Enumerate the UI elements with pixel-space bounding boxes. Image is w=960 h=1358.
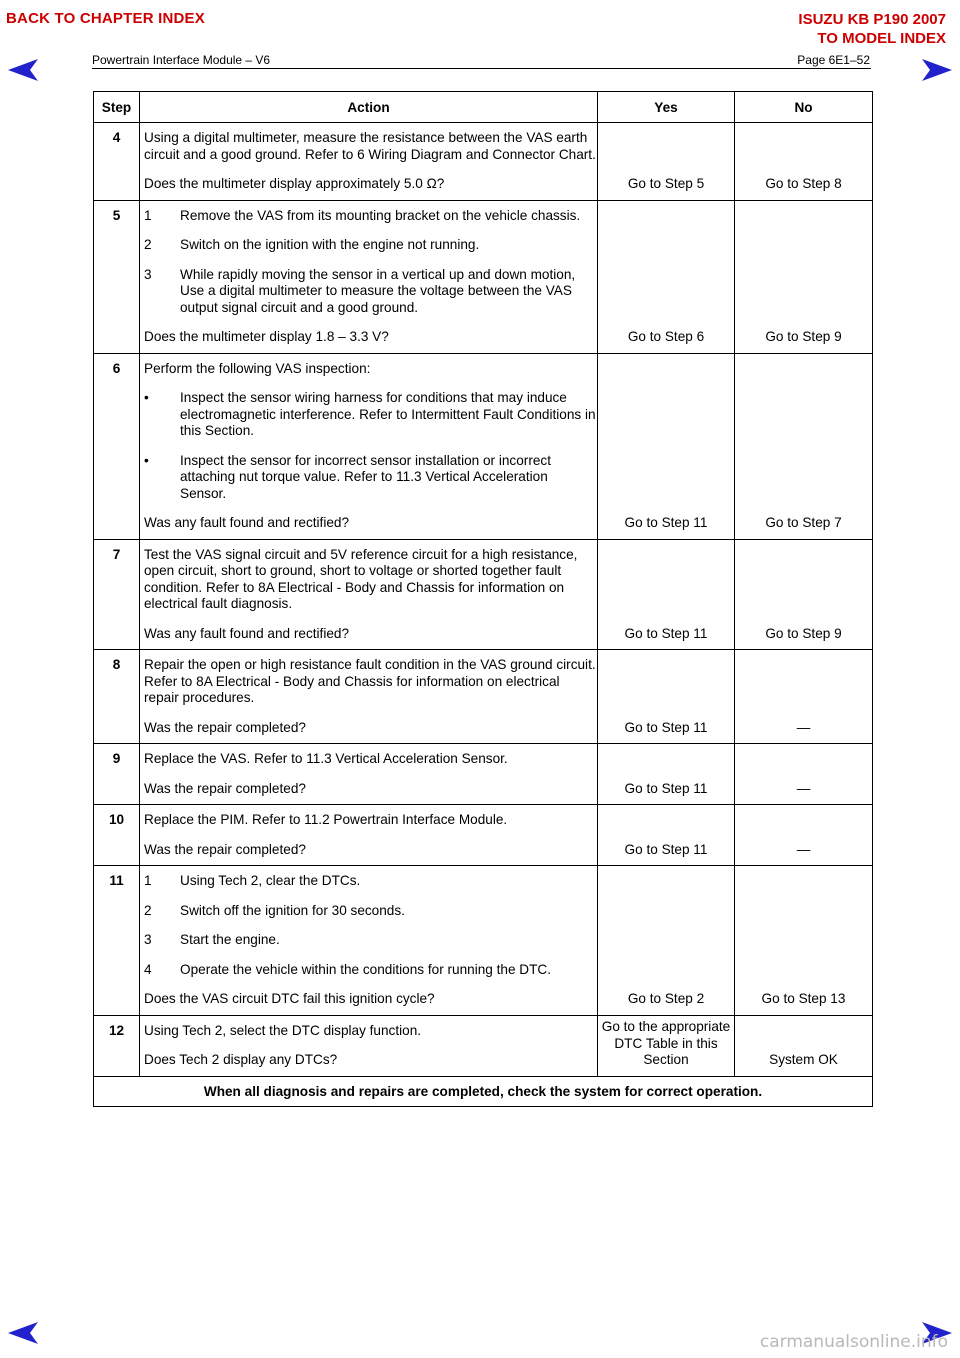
- action-question: Does Tech 2 display any DTCs?: [144, 1052, 338, 1067]
- footer-note: When all diagnosis and repairs are completed, check the system for correct operation.: [94, 1076, 873, 1106]
- action-step-item: [144, 873, 597, 890]
- next-page-arrow-icon[interactable]: [922, 59, 952, 81]
- item-number: 2: [144, 237, 152, 252]
- action-cell: [140, 123, 598, 201]
- action-cell: [140, 744, 598, 805]
- action-paragraph: Using a digital multimeter, measure the resistance between the VAS earth circuit and a good ground. Refer to 6 Wiring Diagram and Connector Chart.: [144, 130, 596, 162]
- table-footer-row: [94, 1076, 873, 1106]
- action-bullet-item: [144, 453, 597, 503]
- item-text: While rapidly moving the sensor in a vertical up and down motion, Use a digital multimeter to measure the voltage between the VAS output signal circuit and a good ground.: [180, 266, 576, 315]
- item-text: Switch on the ignition with the engine not running.: [180, 237, 480, 252]
- action-step-item: [144, 932, 597, 949]
- yes-result: Go to Step 11: [598, 650, 735, 744]
- yes-result: Go to Step 2: [598, 866, 735, 1016]
- no-result: System OK: [735, 1015, 873, 1076]
- item-number: 3: [144, 932, 152, 947]
- step-number: 5: [94, 200, 140, 353]
- table-row: [94, 744, 873, 805]
- action-bullet-item: [144, 390, 597, 440]
- item-text: Operate the vehicle within the conditions for running the DTC.: [180, 961, 552, 977]
- action-cell: [140, 866, 598, 1016]
- page-number: Page 6E1–52: [797, 53, 870, 67]
- action-question: Was the repair completed?: [144, 719, 306, 735]
- bullet-icon: •: [144, 390, 149, 405]
- step-number: 9: [94, 744, 140, 805]
- no-result: —: [735, 650, 873, 744]
- column-header-no: No: [735, 92, 873, 123]
- bullet-text: Inspect the sensor for incorrect sensor installation or incorrect attaching nut torque value. Refer to 11.3 Vertical Acceleration Sensor.: [180, 452, 551, 501]
- action-question: Was the repair completed?: [144, 841, 306, 857]
- no-result: Go to Step 8: [735, 123, 873, 201]
- model-title: ISUZU KB P190 2007: [798, 11, 946, 28]
- action-paragraph: Replace the VAS. Refer to 11.3 Vertical Acceleration Sensor.: [144, 751, 508, 766]
- yes-result: Go to Step 6: [598, 200, 735, 353]
- action-question: Does the multimeter display approximately 5.0 Ω?: [144, 176, 445, 191]
- no-result: Go to Step 9: [735, 539, 873, 650]
- action-paragraph: Repair the open or high resistance fault condition in the VAS ground circuit. Refer to 8A Electrical - Body and Chassis for information on electrical repair procedures.: [144, 657, 596, 705]
- header-divider: [92, 68, 871, 69]
- no-result: —: [735, 805, 873, 866]
- item-text: Start the engine.: [180, 932, 280, 947]
- action-step-item: [144, 208, 597, 225]
- yes-result: Go to Step 11: [598, 744, 735, 805]
- action-cell: [140, 200, 598, 353]
- table-row: [94, 353, 873, 539]
- model-index-block: [798, 10, 946, 48]
- yes-result: Go to Step 5: [598, 123, 735, 201]
- item-number: 4: [144, 961, 152, 977]
- prev-page-arrow-bottom-icon[interactable]: [8, 1322, 38, 1344]
- table-row: [94, 1015, 873, 1076]
- step-number: 8: [94, 650, 140, 744]
- action-step-item: [144, 962, 597, 979]
- item-number: 2: [144, 902, 152, 918]
- table-row: [94, 123, 873, 201]
- step-number: 4: [94, 123, 140, 201]
- table-row: [94, 539, 873, 650]
- column-header-yes: Yes: [598, 92, 735, 123]
- no-result: Go to Step 9: [735, 200, 873, 353]
- bullet-text: Inspect the sensor wiring harness for conditions that may induce electromagnetic interference. Refer to Intermittent Fault Conditions in this Section.: [180, 390, 596, 438]
- action-cell: [140, 650, 598, 744]
- action-paragraph: Perform the following VAS inspection:: [144, 360, 371, 376]
- bullet-icon: •: [144, 452, 149, 468]
- action-question: Was any fault found and rectified?: [144, 515, 350, 530]
- to-model-index-link[interactable]: TO MODEL INDEX: [817, 30, 946, 47]
- item-number: 3: [144, 266, 152, 282]
- action-step-item: [144, 237, 597, 254]
- yes-result: Go to Step 11: [598, 805, 735, 866]
- action-question: Does the multimeter display 1.8 – 3.3 V?: [144, 329, 389, 344]
- column-header-action: Action: [140, 92, 598, 123]
- action-question: Was any fault found and rectified?: [144, 625, 350, 641]
- action-paragraph: Replace the PIM. Refer to 11.2 Powertrain Interface Module.: [144, 812, 508, 827]
- item-text: Remove the VAS from its mounting bracket on the vehicle chassis.: [180, 207, 581, 223]
- watermark: carmanualsonline.info: [759, 1332, 948, 1352]
- table-row: [94, 866, 873, 1016]
- item-number: 1: [144, 873, 152, 888]
- table-row: [94, 200, 873, 353]
- page-header-title: Powertrain Interface Module – V6: [92, 53, 271, 67]
- no-result: Go to Step 13: [735, 866, 873, 1016]
- no-result: Go to Step 7: [735, 353, 873, 539]
- action-question: Does the VAS circuit DTC fail this ignition cycle?: [144, 991, 435, 1006]
- back-to-chapter-index-link[interactable]: BACK TO CHAPTER INDEX: [6, 10, 205, 27]
- action-paragraph: Test the VAS signal circuit and 5V reference circuit for a high resistance, open circuit, short to ground, short to voltage or shorted together fault condition. Refer to 8A Electrical - Body and Chassis for information on electrical fault diagnosis.: [144, 546, 578, 611]
- no-result: —: [735, 744, 873, 805]
- yes-result: Go to Step 11: [598, 539, 735, 650]
- table-row: [94, 650, 873, 744]
- action-step-item: [144, 903, 597, 920]
- item-text: Switch off the ignition for 30 seconds.: [180, 902, 405, 918]
- action-step-item: [144, 267, 597, 317]
- yes-result: Go to Step 11: [598, 353, 735, 539]
- column-header-step: Step: [94, 92, 140, 123]
- item-number: 1: [144, 207, 152, 223]
- item-text: Using Tech 2, clear the DTCs.: [180, 873, 361, 888]
- step-number: 12: [94, 1015, 140, 1076]
- action-cell: [140, 805, 598, 866]
- prev-page-arrow-icon[interactable]: [8, 59, 38, 81]
- yes-result: Go to the appropriate DTC Table in this Section: [598, 1015, 735, 1076]
- step-number: 10: [94, 805, 140, 866]
- action-question: Was the repair completed?: [144, 780, 306, 796]
- action-cell: [140, 539, 598, 650]
- table-row: [94, 805, 873, 866]
- table-header-row: [94, 92, 873, 123]
- step-number: 6: [94, 353, 140, 539]
- step-number: 11: [94, 866, 140, 1016]
- step-number: 7: [94, 539, 140, 650]
- action-cell: [140, 1015, 598, 1076]
- diagnostic-table: [93, 91, 873, 1107]
- action-cell: [140, 353, 598, 539]
- action-paragraph: Using Tech 2, select the DTC display function.: [144, 1022, 422, 1038]
